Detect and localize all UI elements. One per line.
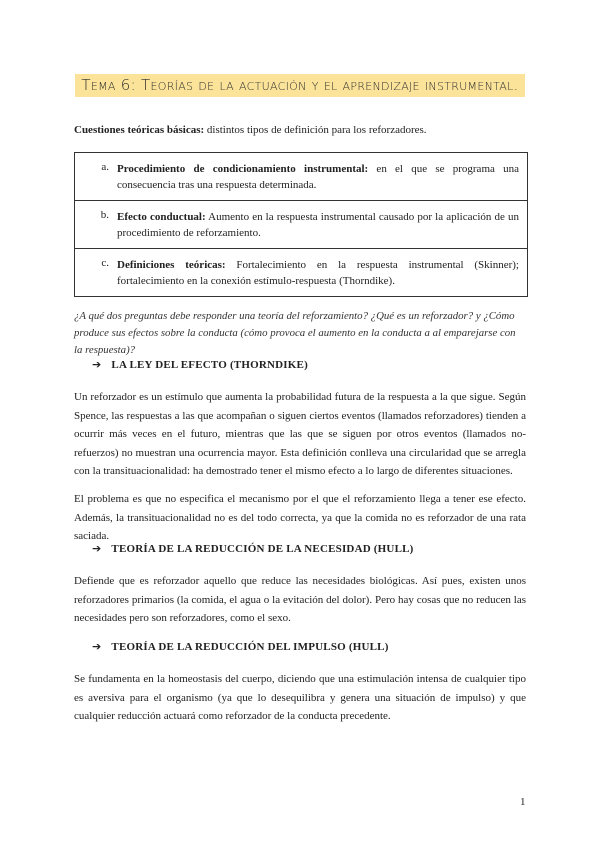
- definition-term: Efecto conductual:: [117, 211, 206, 223]
- definition-desc: en el que se programa una consecuencia tras una respuesta determinada.: [117, 163, 519, 191]
- page-number: 1: [520, 796, 526, 808]
- section-heading-ley-efecto: [92, 358, 308, 371]
- definition-text: [117, 257, 519, 289]
- definition-letter: c.: [101, 257, 109, 269]
- paragraph: Un reforzador es un estímulo que aumenta la probabilidad futura de la respuesta a la que sigue. Según Spence, las respuestas a las que acompañan o siguen ciertos eventos (llamados reforzadores) tienden a ocurrir más veces en el futuro, mientras que las que se siguen por otros eventos (llamados no-refuerzos) no muestran una ocurrencia mayor. Esta definición conlleva una circularidad que se arregla con la transituacionalidad: ha demostrado tener el mismo efecto a lo largo de diferentes situaciones.: [74, 391, 526, 477]
- definitions-table: [74, 152, 528, 297]
- section-heading-text: TEORÍA DE LA REDUCCIÓN DEL IMPULSO (HULL): [111, 641, 389, 653]
- definition-desc: Aumento en la respuesta instrumental causado por la aplicación de un procedimiento de reforzamiento.: [117, 211, 519, 239]
- definition-letter: b.: [100, 209, 109, 221]
- section-heading-text: LA LEY DEL EFECTO (THORNDIKE): [111, 359, 308, 371]
- intro-text: distintos tipos de definición para los reforzadores.: [204, 124, 427, 136]
- definition-term: Definiciones teóricas:: [117, 259, 226, 271]
- intro-bold: Cuestiones teóricas básicas:: [74, 124, 205, 136]
- definition-desc: Fortalecimiento en la respuesta instrumental (Skinner); fortalecimiento en la conexión estímulo-respuesta (Thorndike).: [117, 259, 519, 287]
- section-heading-reduccion-necesidad: [92, 542, 414, 555]
- arrow-icon: ➔: [92, 358, 102, 371]
- definition-row: [75, 249, 527, 296]
- intro-line: [74, 124, 534, 136]
- definition-row: [75, 201, 527, 249]
- guiding-question: ¿A qué dos preguntas debe responder una teoría del reforzamiento? ¿Qué es un reforzador? y ¿Cómo produce sus efectos sobre la conducta (cómo provoca el aumento en la conducta a al emparejarse con la respuesta)?: [74, 310, 516, 356]
- definition-text: [117, 161, 519, 193]
- definition-row: [75, 153, 527, 201]
- paragraph: Defiende que es reforzador aquello que reduce las necesidades biológicas. Así pues, existen unos reforzadores primarios (la comida, el agua o la evitación del dolor). Pero hay cosas que no reducen las necesidades pero son reforzadores, como el sexo.: [74, 575, 526, 624]
- page-title: Tema 6: Teorías de la actuación y el aprendizaje instrumental.: [75, 74, 524, 97]
- definition-term: Procedimiento de condicionamiento instrumental:: [117, 163, 369, 175]
- paragraph: Se fundamenta en la homeostasis del cuerpo, diciendo que una estimulación intensa de cualquier tipo es aversiva para el organismo (ya que lo desequilibra y genera una situación de impulso) y que cualquier reducción actuará como reforzador de la conducta precedente.: [74, 673, 526, 722]
- arrow-icon: ➔: [92, 542, 102, 555]
- paragraph: El problema es que no especifica el mecanismo por el que el reforzamiento llega a tener ese efecto. Además, la transituacionalidad no es del todo correcta, ya que la comida no es reforzador de una rata saciada.: [74, 493, 526, 542]
- definition-letter: a.: [101, 161, 109, 173]
- arrow-icon: ➔: [92, 640, 102, 653]
- definition-text: [117, 209, 519, 241]
- section-heading-text: TEORÍA DE LA REDUCCIÓN DE LA NECESIDAD (HULL): [111, 543, 414, 555]
- section-heading-reduccion-impulso: [92, 640, 389, 653]
- title-block: [0, 74, 600, 97]
